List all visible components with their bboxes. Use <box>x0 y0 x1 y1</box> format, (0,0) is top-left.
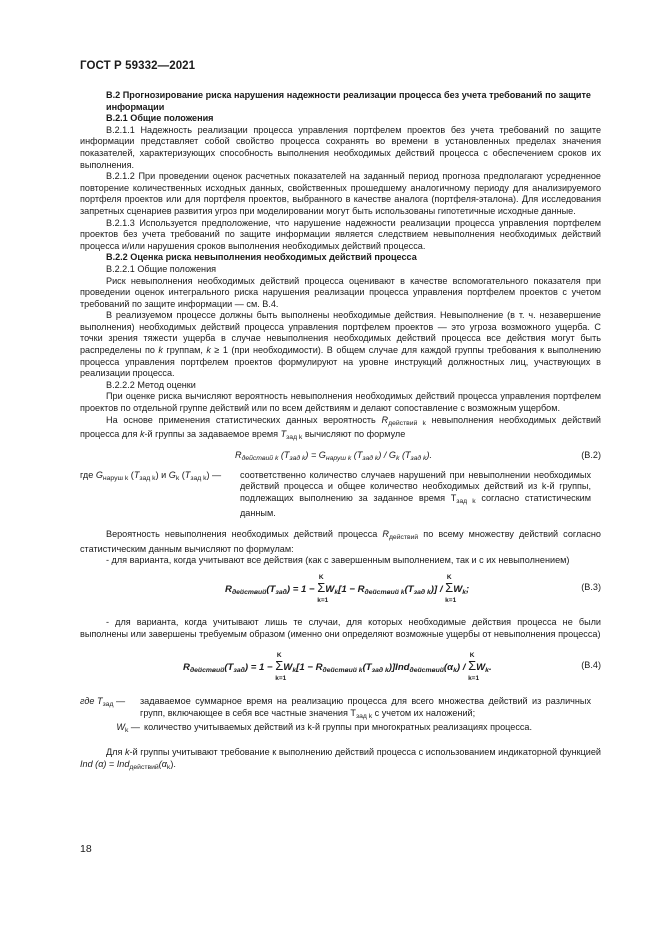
standard-header: ГОСТ Р 59332—2021 <box>80 60 196 72</box>
formula-b2-number: (В.2) <box>581 449 601 460</box>
page-content <box>80 90 601 773</box>
where-desc-2: задаваемое суммарное время на реализацию процесса для всего множества действий из различных групп, включающее в себя все частные значения $T_{зад k}$ с учетом их наложений; <box>140 696 591 720</box>
paragraph-probability: Вероятность невыполнения необходимых действий процесса $R_{действий}$ по всему множеству действий согласно статистическим данным вычисляют по формулам: <box>80 529 601 554</box>
paragraph-b212: В.2.1.2 При проведении оценок расчетных показателей на заданный период прогноза предполагают усредненное повторение количественных исходных данных, свойственных прошедшему аналогичному периоду для анализируемого портфеля проектов или для портфеля проектов, выбранного в качестве аналога (портфеля-эталона). Для исследования запретных сценариев развития угроз при моделировании могут быть использованы гипотетичные исходные данные. <box>80 171 601 216</box>
paragraph-b222-2: На основе применения статистических данных вероятность $R_{действий k}$ невыполнения необходимых действий процесса для k-й группы за задаваемое время $T_{зад k}$ вычисляют по формуле <box>80 414 602 442</box>
where-desc-1: соответственно количество случаев нарушений при невыполнении необходимых действий процесса и общее количество необходимых действий из k-й группы, подлежащих выполнению за заданное время $T_{зад k}$ согласно статистическим данным. <box>240 469 591 518</box>
section-b222-title: В.2.2.2 Метод оценки <box>106 379 196 390</box>
paragraph-b213: В.2.1.3 Используется предположение, что нарушение надежности реализации процесса управления портфелем проектов без учета требований по защите информации является следствием невыполнения необходимых действий процесса и/или нарушения сроков выполнения необходимых действий процесса. <box>80 217 601 251</box>
section-b221-title: В.2.2.1 Общие положения <box>106 263 217 274</box>
paragraph-indicator-function: Для k-й группы учитывают требование к выполнению действий процесса с использованием индикаторной функцией Ind $(\alpha) = Ind_{действий}(\alpha_k)$. <box>80 746 601 771</box>
formula-b3-number: (В.3) <box>581 581 601 592</box>
sum-sign: K Σ k=1 <box>468 652 480 682</box>
sum-sign: K Σ k=1 <box>317 573 329 604</box>
paragraph-b221-1: Риск невыполнения необходимых действий процесса оценивают в качестве вспомогательного показателя при проведении оценок интегрального риска нарушения реализации процесса управления портфелем проектов с учетом требований по защите информации — см. В.4. <box>80 275 601 309</box>
bullet-all-actions: - для варианта, когда учитывают все действия (как с завершенным выполнением, так и с их невыполнением) <box>106 555 570 566</box>
where-label-3: $W_k$ — <box>116 722 140 735</box>
formula-b2-expression: $R_{действий k}$ $(T_{зад k}) = G_{наруш k}$ $(T_{зад k}) / G_k$ $(T_{зад k})$. <box>235 449 433 462</box>
paragraph-b211: В.2.1.1 Надежность реализации процесса управления портфелем проектов без учета требований по защите информации представляет собой свойство процесса сохранять во времени в установленных пределах значения показателей, характеризующих способность выполнения необходимых действий процесса с обеспечением сроков их выполнения. <box>80 124 601 170</box>
formula-b4-expression: $R_{действий}(T_{зад}) = 1$ − K Σ k=1 $W_k[1 - R_{действий k}(T_{зад k})]Ind_{действий}(\alpha_k)$ / K Σ k=1 $W_k$. <box>183 652 492 682</box>
formula-b3 <box>80 567 601 609</box>
where-label-2: где $T_{зад}$ — <box>80 696 126 709</box>
formula-b4-number: (В.4) <box>581 660 601 671</box>
formula-b2 <box>80 444 601 470</box>
formula-b3-expression: $R_{действий}(T_{зад}) = 1$ − K Σ k=1 $W_k[1 - R_{действий k}(T_{зад k})]$ / K Σ k=1 $W_k$; <box>225 573 470 604</box>
section-b2-title: В.2 Прогнозирование риска нарушения надежности реализации процесса без учета требований по защите информации <box>106 90 591 112</box>
bullet-failed-actions: - для варианта, когда учитывают лишь те случаи, для которых необходимые действия процесса не были выполнены или завершены требуемым образом (именно они определяют возможные ущербы от невыполнения процесса) <box>80 616 601 639</box>
where-block-3 <box>80 722 601 737</box>
section-b22-title: В.2.2 Оценка риска невыполнения необходимых действий процесса <box>106 252 417 263</box>
paragraph-b222-1: При оценке риска вычисляют вероятность невыполнения необходимых действий процесса управления портфелем проектов по отдельной группе действий или по всем действиям и делают сопоставление с возможным ущербом. <box>80 391 601 414</box>
paragraph-b221-2: В реализуемом процессе должны быть выполнены необходимые действия. Невыполнение (в т. ч. незавершение выполнения) необходимых действий процесса управления портфелем проектов — это угроза возможного ущерба. С точки зрения тяжести ущерба в случае невыполнения необходимых действий процесса все действия могут быть распределены по k группам, k ≥ 1 (при необходимости). В общем случае для каждой группы требования к выполнению процесса управления портфелем проектов формулируют на уровне инструкций должностных лиц, участвующих в реализации процесса. <box>80 310 601 379</box>
where-block-1 <box>80 470 601 519</box>
sum-sign: K Σ k=1 <box>445 573 457 604</box>
page-number: 18 <box>80 843 92 855</box>
section-b21-title: В.2.1 Общие положения <box>106 113 214 124</box>
where-label-1: где $G_{наруш k}$ $(T_{зад k})$ и $G_k$ $(T_{зад k})$ — <box>80 469 222 482</box>
where-block-2 <box>80 696 601 722</box>
formula-b4 <box>80 640 601 692</box>
sum-sign: K Σ k=1 <box>275 652 287 682</box>
where-desc-3: количество учитываемых действий из k-й группы при многократных реализациях процесса. <box>144 722 533 733</box>
